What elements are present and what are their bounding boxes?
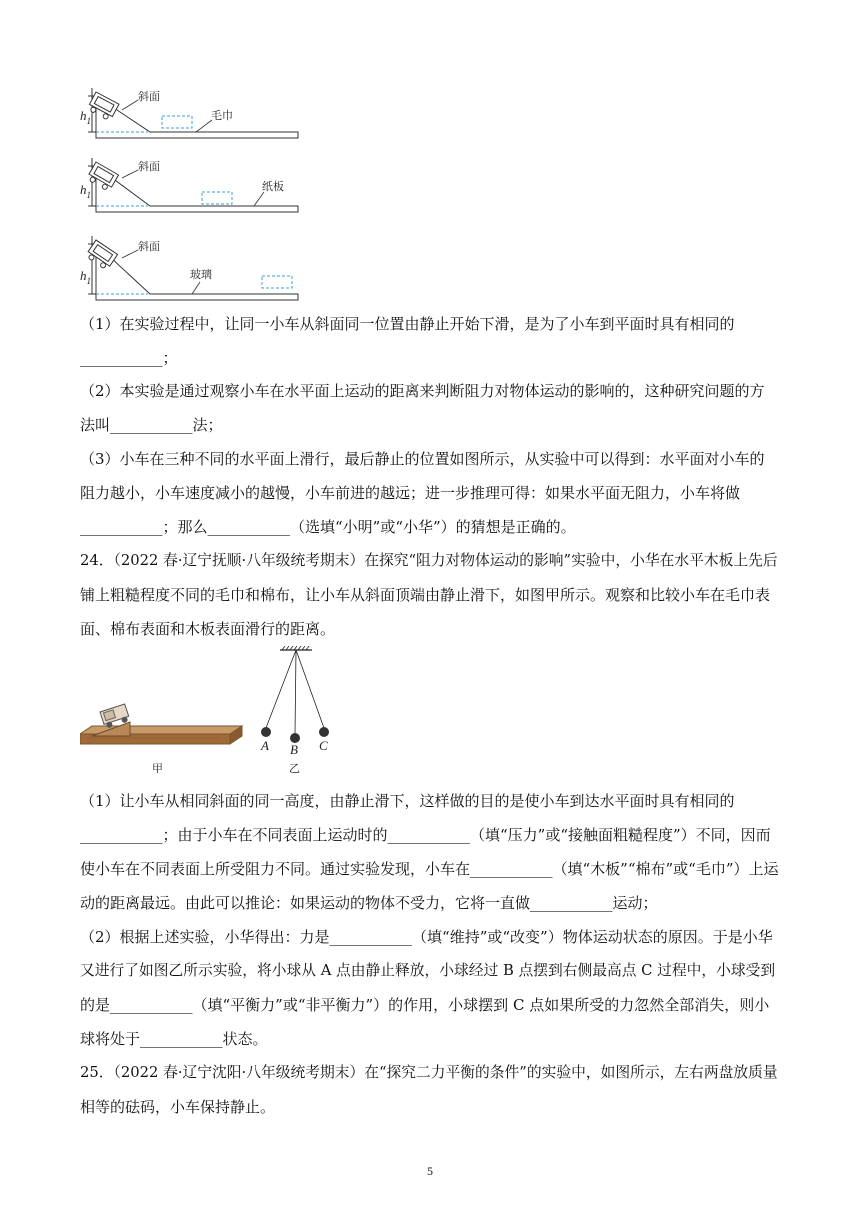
question-23-part3-line1: （3）小车在三种不同的水平面上滑行，最后静止的位置如图所示，从实验中可以得到：水平面对小车的: [80, 450, 765, 468]
question-24-line2: 铺上粗糙程度不同的毛巾和棉布，让小车从斜面顶端由静止滑下，如图甲所示。观察和比较小车在毛巾表: [80, 586, 771, 604]
incline-setup-towel: [80, 88, 298, 138]
question-24-part1-line2: ___________；由于小车在不同表面上运动时的___________（填“压力”或“接触面粗糙程度”）不同，因而: [80, 826, 771, 844]
wooden-board-figure: [80, 704, 242, 775]
question-25-line1: 25．（2022 春·辽宁沈阳·八年级统考期末）在“探究二力平衡的条件”的实验中，如图所示，左右两盘放质量: [80, 1064, 778, 1081]
question-24-part2-line4: 球将处于___________状态。: [80, 1030, 268, 1048]
incline-figures: [78, 84, 308, 302]
slope-label: 斜面: [138, 240, 160, 253]
height-subscript: 1: [86, 116, 91, 126]
question-24-part1-line4: 动的距离最远。由此可以推论：如果运动的物体不受力，它将一直做___________运动；: [80, 894, 658, 912]
point-label-c: C: [319, 738, 328, 753]
height-label: $h_1$: [80, 268, 91, 286]
question-24-part1-line3: 使小车在不同表面上所受阻力不同。通过实验发现，小车在___________（填“木板”“棉布”或“毛巾”）上运: [80, 860, 779, 878]
incline-setup-cardboard: [80, 158, 298, 212]
point-label-a: A: [261, 738, 269, 753]
question-24-part2-line3: 的是___________（填“平衡力”或“非平衡力”）的作用，小球摆到 C 点如果所受的力忽然全部消失，则小: [80, 996, 770, 1014]
surface-label-glass: 玻璃: [190, 268, 212, 281]
height-label: $h_1$: [80, 182, 91, 200]
question-23-part1-line1: （1）在实验过程中，让同一小车从斜面同一位置由静止开始下滑，是为了小车到平面时具有相同的: [80, 315, 735, 333]
surface-label-towel: 毛巾: [211, 109, 233, 122]
slope-label: 斜面: [138, 160, 160, 173]
point-label-b: B: [290, 742, 298, 757]
page-number: 5: [427, 1164, 433, 1178]
height-label: $h_1$: [80, 108, 91, 126]
figure-caption-jia: 甲: [152, 762, 163, 775]
pendulum-figure: [260, 646, 329, 775]
board-and-pendulum-figure: [80, 646, 350, 780]
figure-caption-yi: 乙: [289, 762, 300, 775]
question-24-line1: 24．（2022 春·辽宁抚顺·八年级统考期末）在探究“阻力对物体运动的影响”实验中，小华在水平木板上先后: [80, 552, 778, 569]
height-subscript: 1: [86, 190, 91, 200]
question-24-part2-line2: 又进行了如图乙所示实验，将小球从 A 点由静止释放，小球经过 B 点摆到右侧最高点 C 过程中，小球受到: [80, 962, 776, 979]
incline-setup-glass: [80, 236, 298, 300]
question-24-part2-line1: （2）根据上述实验，小华得出：力是___________（填“维持”或“改变”）物体运动状态的原因。于是小华: [80, 928, 773, 946]
slope-label: 斜面: [138, 90, 160, 103]
question-23-part3-line3: ___________；那么___________（选填“小明”或“小华”）的猜想是正确的。: [80, 518, 576, 536]
question-23-part2-line1: （2）本实验是通过观察小车在水平面上运动的距离来判断阻力对物体运动的影响的，这种研究问题的方: [80, 382, 765, 400]
question-24-part1-line1: （1）让小车从相同斜面的同一高度，由静止滑下，这样做的目的是使小车到达水平面时具有相同的: [80, 792, 735, 810]
question-24-line3: 面、棉布表面和木板表面滑行的距离。: [80, 620, 336, 638]
question-23-part1-line2: ___________；: [80, 349, 178, 367]
surface-label-cardboard: 纸板: [262, 180, 284, 193]
question-23-part2-line2: 法叫___________法；: [80, 416, 223, 434]
height-subscript: 1: [86, 276, 91, 286]
question-25-line2: 相等的砝码，小车保持静止。: [80, 1098, 276, 1116]
question-23-part3-line2: 阻力越小，小车速度减小的越慢，小车前进的越远；进一步推理可得：如果水平面无阻力，小车将做: [80, 484, 741, 502]
